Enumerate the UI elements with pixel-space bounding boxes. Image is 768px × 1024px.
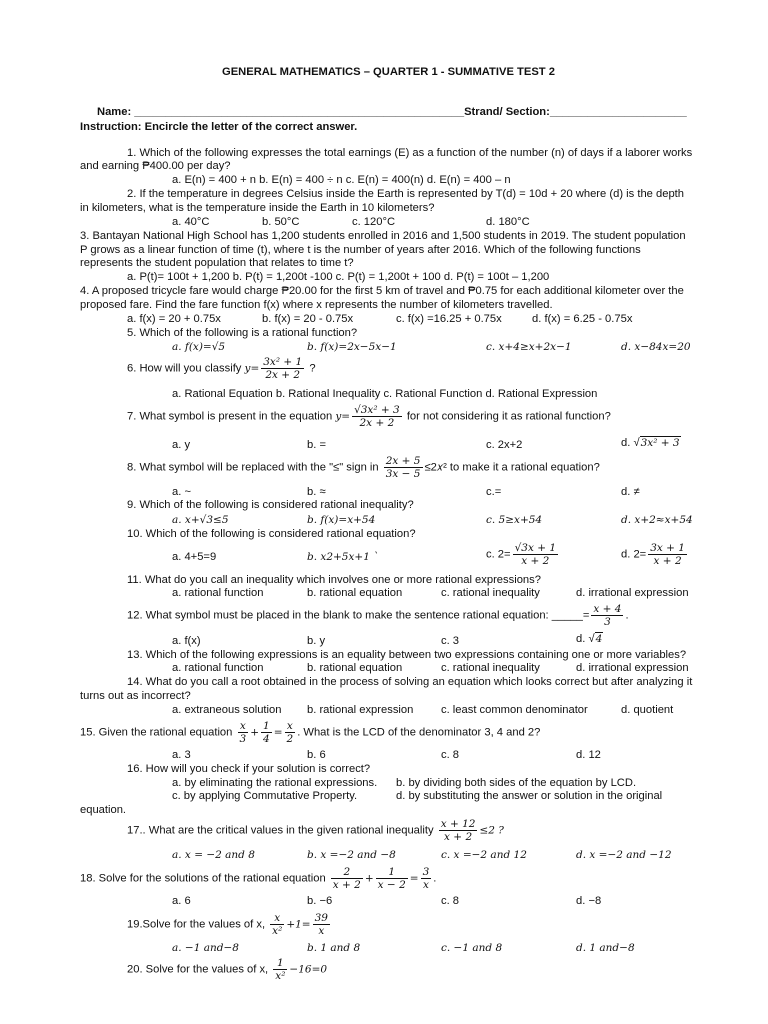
q18-f2-numerator: 1 [376, 866, 408, 879]
q3-line2: P grows as a linear function of time (t), where t is the number of years after 2016. Which of the following functions [80, 244, 641, 256]
q5-option-d: d. 𝑥−84𝑥=20 [621, 341, 691, 353]
q12-denominator: 3 [604, 616, 611, 628]
q16-option-d-cont: equation. [80, 804, 127, 816]
q2-option-b: b. 50°C [262, 216, 300, 228]
q8-option-b: b. ≈ [307, 486, 326, 498]
q15-f2-denominator: 4 [263, 733, 270, 745]
q19-fraction-2 [313, 912, 330, 937]
q17-option-b: b. 𝑥 =−2 𝑎𝑛𝑑 −8 [307, 849, 396, 861]
q6-numerator: 3𝑥² + 1 [263, 356, 303, 368]
q4-line1: 4. A proposed tricycle fare would charge ₱20.00 for the first 5 km of travel and ₱0.75 for each additional kilometer over the [80, 285, 684, 297]
q15-option-b: b. 6 [307, 749, 326, 761]
q15-post: . What is the LCD of the denominator 3, 4 and 2? [297, 726, 541, 739]
q2-option-d: d. 180°C [486, 216, 530, 228]
q12-option-a: a. f(x) [172, 635, 201, 647]
q15-option-c: c. 8 [441, 749, 460, 761]
q10-option-c [486, 542, 560, 567]
q5-option-c: c. 𝑥+4≥𝑥+2𝑥−1 [486, 341, 572, 353]
q9-option-a: a. 𝑥+√3≤5 [172, 514, 229, 526]
q19-option-c: c. −1 𝑎𝑛𝑑 8 [441, 942, 503, 954]
q18-post: . [433, 872, 437, 885]
q7-numerator: √3𝑥² + 3 [354, 404, 400, 416]
q10-option-a: a. 4+5=9 [172, 551, 217, 563]
q7-text: 7. What symbol is present in the equation [127, 410, 336, 423]
q7-option-d-radicand: 3𝑥² + 3 [640, 437, 680, 449]
q10-option-c-denominator: 𝑥 + 2 [521, 555, 550, 567]
q9-option-c: c. 5≥𝑥+54 [486, 514, 543, 526]
q3-line1: 3. Bantayan National High School has 1,200 students enrolled in 2016 and 1,500 students in 2019. The student population [80, 230, 686, 242]
q17-fraction [439, 818, 478, 843]
q17-option-a: a. 𝑥 = −2 𝑎𝑛𝑑 8 [172, 849, 255, 861]
q6-denominator: 2𝑥 + 2 [265, 369, 301, 381]
q15-f3-denominator: 2 [286, 733, 294, 745]
q8-denominator: 3𝑥 − 5 [385, 468, 421, 480]
q12-option-d [576, 633, 603, 646]
q19-f1-denominator: 𝑥² [272, 925, 283, 937]
q5-option-b: b. 𝑓(𝑥)=2𝑥−5𝑥−1 [307, 341, 397, 353]
q15-f2-numerator: 1 [263, 720, 270, 732]
q14-option-d: d. quotient [621, 704, 674, 716]
q18-f3-numerator: 3 [422, 866, 430, 878]
q19-fraction-1 [270, 912, 284, 937]
q11-option-d: d. irrational expression [576, 587, 689, 599]
q4-option-a: a. f(x) = 20 + 0.75x [127, 313, 221, 325]
q7-fraction [352, 404, 402, 429]
q9-option-d: d. 𝑥+2≈𝑥+54 [621, 514, 693, 526]
q2-line1: 2. If the temperature in degrees Celsius inside the Earth is represented by T(d) = 10d + 20 where (d) is the depth [127, 188, 684, 200]
sqrt-icon: √ [633, 437, 640, 449]
q14-line2: turns out as incorrect? [80, 690, 191, 702]
q8-numerator: 2𝑥 + 5 [385, 455, 421, 467]
q19-question [127, 912, 332, 937]
q6-fraction [261, 356, 304, 381]
q17-post: ≤2 ? [479, 824, 504, 837]
q17-numerator: 𝑥 + 12 [440, 818, 476, 830]
q19-option-b: b. 1 𝑎𝑛𝑑 8 [307, 942, 361, 954]
q18-f2-denominator: 𝑥 − 2 [377, 879, 406, 891]
instruction: Instruction: Encircle the letter of the correct answer. [80, 121, 358, 133]
q8-option-c: c.= [486, 486, 502, 498]
q13-option-b: b. rational equation [307, 662, 403, 674]
q8-post: ≤2𝑥² to make it a rational equation? [424, 461, 600, 474]
q8-fraction [384, 455, 423, 480]
q18-fraction-2 [376, 866, 408, 891]
q1-line2: and earning ₱400.00 per day? [80, 160, 231, 172]
q15-f1-denominator: 3 [239, 733, 247, 745]
q10-option-d-fraction [648, 542, 687, 567]
q7-denominator: 2𝑥 + 2 [359, 417, 395, 429]
q18-f1-numerator: 2 [331, 866, 363, 879]
q20-denominator: 𝑥² [275, 970, 286, 982]
q16-option-a: a. by eliminating the rational expressions. [172, 777, 378, 789]
q10-option-d-label: d. 2= [621, 548, 647, 561]
q10-option-c-numerator: √3𝑥 + 1 [514, 542, 557, 554]
q16-text: 16. How will you check if your solution is correct? [127, 763, 371, 775]
q19-f1-numerator: 𝑥 [270, 912, 284, 925]
q20-text: 20. Solve for the values of x, [127, 963, 272, 976]
q18-f1-denominator: 𝑥 + 2 [332, 879, 361, 891]
sqrt-icon: √ [588, 633, 595, 645]
q16-option-c: c. by applying Commutative Property. [172, 790, 358, 802]
q18-plus: + [364, 872, 374, 885]
q8-text: 8. What symbol will be replaced with the "≤" sign in [127, 461, 382, 474]
q2-option-a: a. 40°C [172, 216, 210, 228]
q15-fraction-1 [238, 720, 249, 745]
q14-option-a: a. extraneous solution [172, 704, 282, 716]
q12-option-d-label: d. [576, 633, 589, 645]
q7-option-c: c. 2x+2 [486, 439, 523, 451]
q2-line2: in kilometers, what is the temperature inside the Earth in 10 kilometers? [80, 202, 435, 214]
q4-line2: proposed fare. Find the fare function f(x) where x represents the number of kilometers travelled. [80, 299, 553, 311]
q18-option-a: a. 6 [172, 895, 191, 907]
q10-option-c-label: c. 2= [486, 548, 511, 561]
q8-option-d: d. ≠ [621, 486, 640, 498]
q15-f3-numerator: 𝑥 [285, 720, 296, 733]
q15-fraction-3 [285, 720, 296, 745]
q1-line1: 1. Which of the following expresses the total earnings (E) as a function of the number (n) of days if a laborer works [127, 147, 693, 159]
q6-lhs: 𝑦= [244, 362, 260, 375]
q12-question [127, 603, 629, 628]
q20-fraction [273, 957, 287, 982]
q17-denominator: 𝑥 + 2 [444, 831, 473, 843]
q6-text: 6. How will you classify [127, 362, 245, 375]
q20-numerator: 1 [273, 957, 287, 970]
q9-text: 9. Which of the following is considered rational inequality? [127, 499, 414, 511]
q16-option-d: d. by substituting the answer or solution in the original [396, 790, 663, 802]
q3-options: a. P(t)= 100t + 1,200 b. P(t) = 1,200t -100 c. P(t) = 1,200t + 100 d. P(t) = 100t – 1,200 [127, 271, 550, 283]
q15-option-a: a. 3 [172, 749, 191, 761]
q19-option-a: a. −1 𝑎𝑛𝑑−8 [172, 942, 239, 954]
q8-question [127, 455, 600, 480]
q15-plus: + [250, 726, 259, 739]
q10-option-c-fraction [513, 542, 558, 567]
q13-option-d: d. irrational expression [576, 662, 689, 674]
name-section-line: Name: _____________________________________________________Strand/ Section:______________________ [97, 106, 687, 118]
q6-post: ? [306, 362, 316, 375]
q19-f2-denominator: 𝑥 [318, 925, 325, 937]
page-title: GENERAL MATHEMATICS – QUARTER 1 - SUMMATIVE TEST 2 [222, 66, 555, 78]
q17-option-c: c. 𝑥 =−2 𝑎𝑛𝑑 12 [441, 849, 527, 861]
q18-option-c: c. 8 [441, 895, 460, 907]
q7-option-a: a. y [172, 439, 191, 451]
q7-option-d [621, 437, 681, 450]
q14-line1: 14. What do you call a root obtained in the process of solving an equation which looks correct but after analyzing it [127, 676, 693, 688]
q4-option-c: c. f(x) =16.25 + 0.75x [396, 313, 502, 325]
q15-equals: = [273, 726, 283, 739]
q7-post: for not considering it as rational function? [403, 410, 611, 423]
q19-mid: +1= [286, 918, 311, 931]
q12-text: 12. What symbol must be placed in the blank to make the sentence rational equation: _____= [127, 609, 590, 622]
q20-question [127, 957, 327, 982]
q17-option-d: d. 𝑥 =−2 𝑎𝑛𝑑 −12 [576, 849, 672, 861]
q18-option-b: b. −6 [307, 895, 333, 907]
q6-question [127, 356, 316, 381]
q12-option-c: c. 3 [441, 635, 460, 647]
q10-option-d-numerator: 3𝑥 + 1 [650, 542, 685, 554]
q15-option-d: d. 12 [576, 749, 601, 761]
q18-question [80, 866, 436, 891]
q15-f1-numerator: 𝑥 [238, 720, 249, 733]
q13-option-c: c. rational inequality [441, 662, 540, 674]
q7-question [127, 404, 611, 429]
q10-text: 10. Which of the following is considered rational equation? [127, 528, 416, 540]
q19-text: 19.Solve for the values of x, [127, 918, 269, 931]
q18-fraction-3 [421, 866, 432, 891]
q19-option-d: d. 1 𝑎𝑛𝑑−8 [576, 942, 635, 954]
q9-option-b: b. 𝑓(𝑥)=𝑥+54 [307, 514, 376, 526]
q11-option-c: c. rational inequality [441, 587, 540, 599]
q18-option-d: d. −8 [576, 895, 602, 907]
q11-option-b: b. rational equation [307, 587, 403, 599]
q4-option-b: b. f(x) = 20 - 0.75x [262, 313, 354, 325]
q14-option-c: c. least common denominator [441, 704, 588, 716]
q8-option-a: a. ~ [172, 486, 191, 498]
q12-post: . [625, 609, 629, 622]
q16-option-b: b. by dividing both sides of the equation by LCD. [396, 777, 637, 789]
q7-option-d-label: d. [621, 437, 634, 449]
q12-option-b: b. y [307, 635, 326, 647]
q4-option-d: d. f(x) = 6.25 - 0.75x [532, 313, 633, 325]
q10-option-d [621, 542, 689, 567]
q2-option-c: c. 120°C [352, 216, 396, 228]
q5-text: 5. Which of the following is a rational function? [127, 327, 358, 339]
q12-fraction [591, 603, 623, 628]
q17-text: 17.. What are the critical values in the given rational inequality [127, 824, 437, 837]
q1-options: a. E(n) = 400 + n b. E(n) = 400 ÷ n c. E(n) = 400(n) d. E(n) = 400 – n [172, 174, 511, 186]
q11-option-a: a. rational function [172, 587, 264, 599]
q3-line3: represents the student population that relates to time t? [80, 257, 354, 269]
q5-option-a: a. 𝑓(𝑥)=√5 [172, 341, 226, 353]
q12-numerator: 𝑥 + 4 [593, 603, 622, 615]
q7-lhs: 𝑦= [335, 410, 351, 423]
q18-equals: = [409, 872, 419, 885]
q14-option-b: b. rational expression [307, 704, 414, 716]
q15-question [80, 720, 540, 745]
q11-text: 11. What do you call an inequality which involves one or more rational expressions? [127, 574, 541, 586]
q10-option-d-denominator: 𝑥 + 2 [653, 555, 682, 567]
q18-text: 18. Solve for the solutions of the rational equation [80, 872, 329, 885]
q12-option-d-radicand: 4 [595, 633, 603, 645]
q10-option-b: b. 𝑥2+5𝑥+1 ` [307, 551, 379, 563]
q15-fraction-2 [261, 720, 272, 745]
q19-f2-numerator: 39 [314, 912, 328, 924]
q18-f3-denominator: 𝑥 [422, 879, 429, 891]
q13-option-a: a. rational function [172, 662, 264, 674]
q20-post: −16=0 [289, 963, 328, 976]
q15-text: 15. Given the rational equation [80, 726, 236, 739]
q7-option-b: b. = [307, 439, 326, 451]
q17-question [127, 818, 504, 843]
q6-options: a. Rational Equation b. Rational Inequality c. Rational Function d. Rational Expression [172, 388, 598, 400]
q18-fraction-1 [331, 866, 363, 891]
q13-text: 13. Which of the following expressions is an equality between two expressions containing one or more variables? [127, 649, 687, 661]
